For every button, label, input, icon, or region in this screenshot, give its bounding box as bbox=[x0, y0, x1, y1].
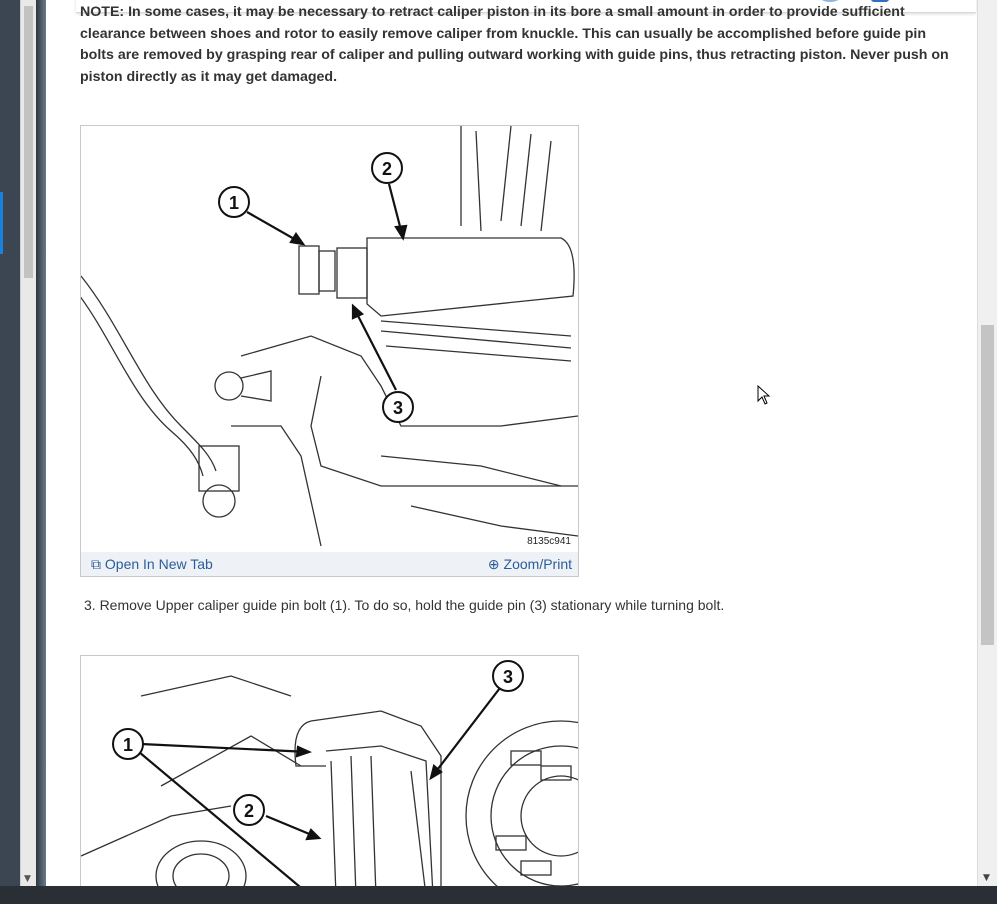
taskbar-strip bbox=[0, 886, 997, 904]
image-code: 8135c941 bbox=[527, 536, 571, 547]
scroll-down-arrow-right[interactable]: ▼ bbox=[983, 873, 990, 883]
open-in-new-tab-label: Open In New Tab bbox=[104, 556, 213, 572]
fig2-callout-2-label: 2 bbox=[243, 801, 255, 821]
mouse-cursor-icon bbox=[757, 385, 771, 405]
left-scrollbar[interactable] bbox=[20, 0, 37, 886]
open-tab-icon: ⧉ bbox=[91, 556, 101, 572]
figure-caliper-guide-pin bbox=[80, 125, 579, 577]
callout-2-label: 2 bbox=[381, 159, 393, 179]
scroll-down-arrow[interactable]: ▼ bbox=[24, 874, 31, 884]
panel-shadow bbox=[36, 0, 46, 886]
figure-footer bbox=[81, 552, 578, 576]
zoom-icon: ⊕ bbox=[487, 556, 500, 572]
note-paragraph: NOTE: In some cases, it may be necessary to retract caliper piston in its bore a small amount in order to provide sufficient clearance between shoes and rotor to easily remove caliper from knuckle. This can usually be accomplished before guide pin bolts are removed by grasping rear of caliper and pulling outward working with guide pins, thus retracting piston. Never push on piston directly as it may get damaged. bbox=[80, 4, 949, 85]
open-in-new-tab-link[interactable] bbox=[91, 556, 213, 573]
callout-1-label: 1 bbox=[228, 193, 240, 213]
zoom-print-label: Zoom/Print bbox=[503, 556, 572, 572]
right-scrollbar[interactable] bbox=[977, 0, 997, 886]
caliper-removal-illustration bbox=[81, 656, 578, 886]
active-tab-indicator bbox=[0, 192, 3, 254]
right-scrollbar-thumb[interactable] bbox=[981, 325, 994, 645]
step-3-text: 3. Remove Upper caliper guide pin bolt (1). To do so, hold the guide pin (3) stationary while turning bolt. bbox=[84, 597, 725, 613]
caliper-illustration bbox=[81, 126, 578, 552]
callout-3-label: 3 bbox=[392, 398, 404, 418]
fig2-callout-3-label: 3 bbox=[502, 667, 514, 687]
figure-caliper-removal bbox=[80, 655, 579, 886]
fig2-callout-1-label: 1 bbox=[122, 735, 134, 755]
page-content bbox=[46, 0, 977, 886]
zoom-print-link[interactable] bbox=[488, 556, 572, 573]
browser-left-strip bbox=[0, 0, 22, 886]
left-scrollbar-thumb[interactable] bbox=[24, 6, 33, 278]
